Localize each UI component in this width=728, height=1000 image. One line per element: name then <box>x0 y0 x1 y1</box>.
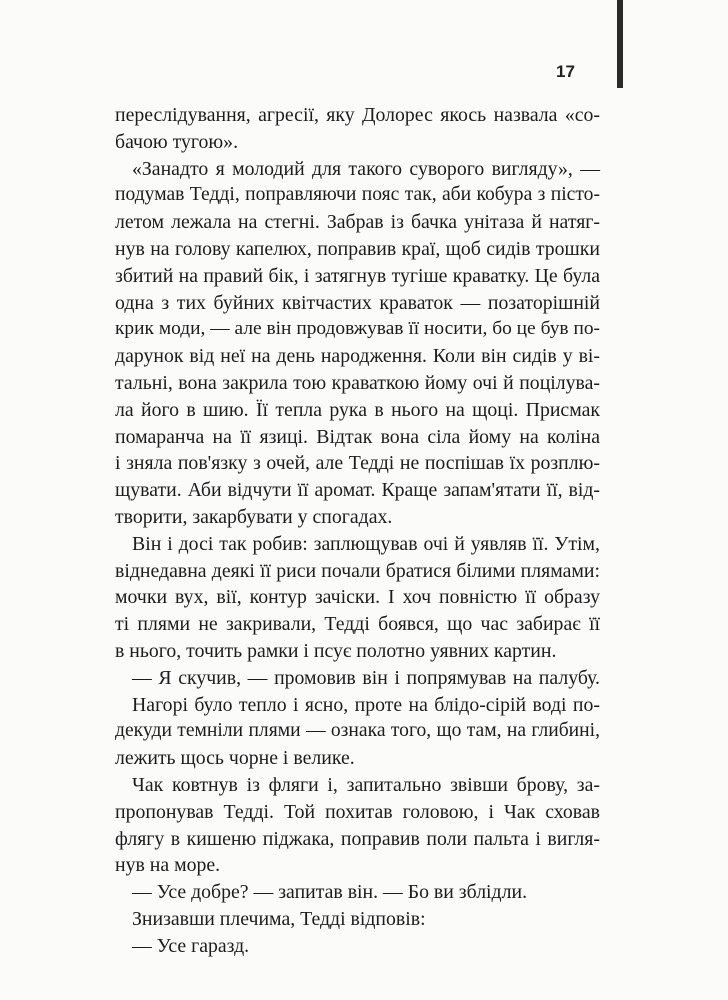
text-line: Нагорі було тепло і ясно, проте на блідо-сірій воді по- <box>132 693 600 716</box>
text-line: в нього, точить рамки і псує полотно уявних картин. <box>115 639 557 662</box>
text-line: віднедавна деякі її риси почали братися білими плямами: <box>115 559 600 582</box>
text-line: ті плями не закривали, Тедді боявся, що час забирає її <box>115 613 600 636</box>
text-line: — Я скучив, — промовив він і попрямував на палубу. <box>132 666 600 689</box>
text-line: летом лежала на стегні. Забрав із бачка унітаза й натяг- <box>115 211 600 234</box>
text-line: дарунок від неї на день народження. Коли він сидів у ві- <box>115 345 600 368</box>
text-line: бачою тугою». <box>115 130 239 153</box>
text-line: збитий на правий бік, і затягнув тугіше краватку. Це була <box>115 264 600 287</box>
body-text <box>115 102 600 960</box>
text-line: тальні, вона закрила тою краваткою йому очі й поцілува- <box>115 371 600 394</box>
text-line: щувати. Аби відчути її аромат. Краще запам'ятати її, від- <box>115 479 600 502</box>
text-line: переслідування, агресії, яку Долорес якось назвала «со- <box>115 104 600 126</box>
text-line: нув на голову капелюх, поправив краї, щоб сидів трошки <box>115 237 600 260</box>
text-line: пропонував Тедді. Той похитав головою, і Чак сховав <box>115 800 600 823</box>
text-line: «Занадто я молодий для такого суворого вигляду», — <box>132 157 600 180</box>
text-line: декуди темніли плями — ознака того, що там, на глибині, <box>115 720 600 742</box>
text-line: творити, закарбувати у спогадах. <box>115 505 393 528</box>
text-line: мочки вух, вії, контур зачіски. І хоч повністю її образу <box>115 586 600 609</box>
page-number: 17 <box>556 62 575 81</box>
text-line: нув на море. <box>115 854 221 877</box>
text-line: — Усе гаразд. <box>132 934 250 957</box>
text-line: і зняла пов'язку з очей, але Тедді не поспішав їх розплю- <box>115 452 600 475</box>
text-line: помаранча на її язиці. Відтак вона сіла йому на коліна <box>115 425 600 448</box>
text-line: ла його в шию. Її тепла рука в нього на щоці. Присмак <box>115 398 600 421</box>
text-line: флягу в кишеню піджака, поправив поли пальта і вигля- <box>115 827 600 850</box>
text-line: Чак ковтнув із фляги і, запитально звівши брову, за- <box>132 773 600 796</box>
text-line: лежить щось чорне і велике. <box>115 747 355 770</box>
text-line: крик моди, — але він продовжував її носити, бо це був по- <box>115 318 600 340</box>
text-line: — Усе добре? — запитав він. — Бо ви зблідли. <box>132 881 528 904</box>
text-line: одна з тих буйних квітчастих краваток — позаторішній <box>115 291 600 314</box>
text-line: подумав Тедді, поправляючи пояс так, аби кобура з пісто- <box>115 184 600 206</box>
page-edge-mark <box>617 0 623 88</box>
text-line: Він і досі так робив: заплющував очі й уявляв її. Утім, <box>132 532 600 555</box>
text-line: Знизавши плечима, Тедді відповів: <box>132 907 426 930</box>
